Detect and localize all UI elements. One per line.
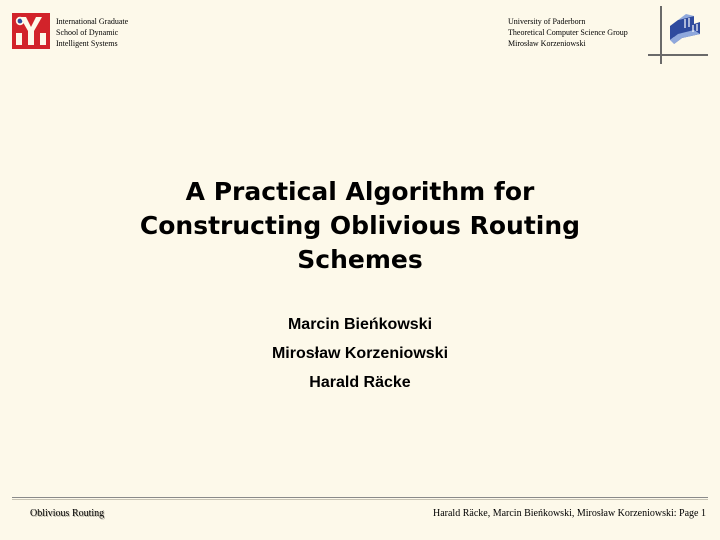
footer-topic: Oblivious Routing <box>30 508 105 519</box>
header-right-line: Mirosław Korzeniowski <box>508 39 586 48</box>
graduate-school-logo-icon <box>12 13 50 49</box>
slide-title <box>60 175 660 277</box>
header-right-line: University of Paderborn <box>508 17 586 26</box>
author-list <box>160 310 560 397</box>
header-left-line: School of Dynamic <box>56 28 119 37</box>
header-divider-horizontal <box>648 54 708 56</box>
author-name: Mirosław Korzeniowski <box>271 345 449 362</box>
title-line: A Practical Algorithm for <box>185 177 535 206</box>
author-name: Harald Räcke <box>309 374 411 391</box>
title-line: Schemes <box>297 245 423 274</box>
university-logo-icon <box>666 10 706 50</box>
header-right-institution <box>508 16 628 49</box>
footer-divider-shadow <box>12 499 708 500</box>
header-left-institution <box>56 16 128 49</box>
title-line: Constructing Oblivious Routing <box>139 211 581 240</box>
footer-page-info: Harald Räcke, Marcin Bieńkowski, Mirosław Korzeniowski: Page 1 <box>433 508 706 519</box>
header-right-line: Theoretical Computer Science Group <box>508 28 628 37</box>
author-name: Marcin Bieńkowski <box>287 316 433 333</box>
header-left-line: International Graduate <box>56 17 129 26</box>
footer-divider <box>12 497 708 498</box>
header-left-line: Intelligent Systems <box>56 39 118 48</box>
